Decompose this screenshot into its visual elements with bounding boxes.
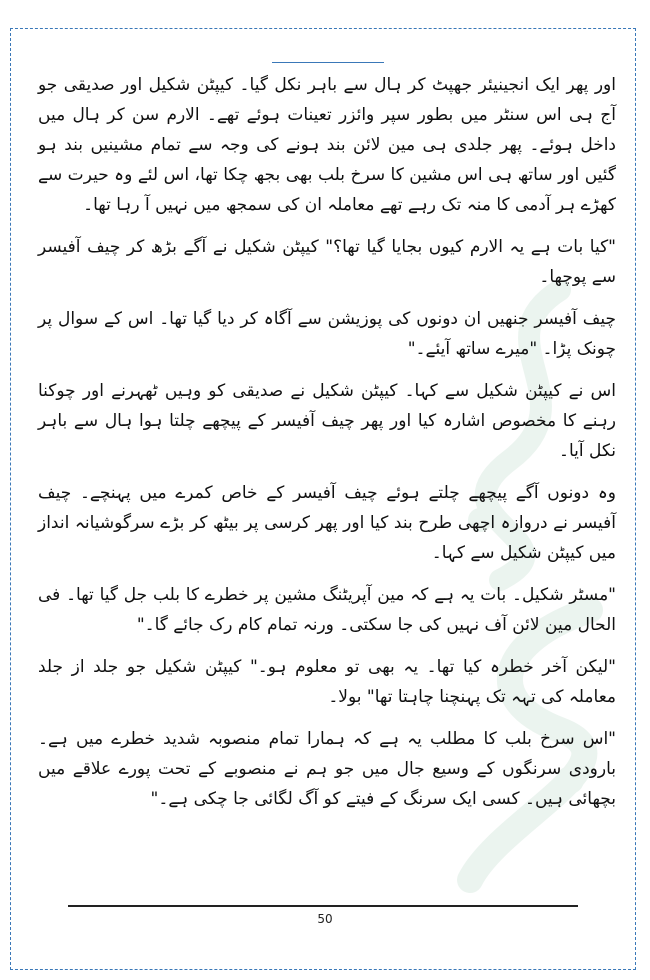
- paragraph: "مسٹر شکیل۔ بات یہ ہے کہ مین آپریٹنگ مشین پر خطرے کا بلب جل گیا تھا۔ فی الحال مین لائن آف نہیں کی جا سکتی۔ ورنہ تمام کام رک جائے گا۔": [38, 585, 616, 635]
- paragraph: اور پھر ایک انجینیئر جھپٹ کر ہال سے باہر نکل گیا۔ کیپٹن شکیل اور صدیقی جو آج ہی اس سنٹر میں بطور سپر وائزر تعینات ہوئے تھے۔ الارم سن کر ہال میں داخل ہوئے۔ پھر جلدی ہی مین لائن بند ہونے کی وجہ سے تمام مشینیں بند ہو گئیں اور ساتھ ہی اس مشین کا سرخ بلب بھی بجھ چکا تھا، اس لئے وہ حیرت سے کھڑے ہر آدمی کا منہ تک رہے تھے معاملہ ان کی سمجھ میں نہیں آ رہا تھا۔: [38, 75, 616, 215]
- paragraph: اس نے کیپٹن شکیل سے کہا۔ کیپٹن شکیل نے صدیقی کو وہیں ٹھہرنے اور چوکنا رہنے کا مخصوص اشارہ کیا اور پھر چیف آفیسر کے پیچھے چلتا ہوا ہال سے باہر نکل آیا۔: [38, 381, 616, 461]
- footer-rule: [68, 905, 578, 907]
- page-body: [38, 70, 616, 826]
- paragraph: "کیا بات ہے یہ الارم کیوں بجایا گیا تھا؟" کیپٹن شکیل نے آگے بڑھ کر چیف آفیسر سے پوچھا۔: [38, 237, 616, 287]
- paragraph: "لیکن آخر خطرہ کیا تھا۔ یہ بھی تو معلوم ہو۔" کیپٹن شکیل جو جلد از جلد معاملہ کی تہہ تک پہنچنا چاہتا تھا" بولا۔: [38, 657, 616, 707]
- paragraph: وہ دونوں آگے پیچھے چلتے ہوئے چیف آفیسر کے خاص کمرے میں پہنچے۔ چیف آفیسر نے دروازہ اچھی طرح بند کیا اور پھر کرسی پر بیٹھ کر بڑے سرگوشیانہ انداز میں کیپٹن شکیل سے کہا۔: [38, 483, 616, 563]
- paragraph: چیف آفیسر جنھیں ان دونوں کی پوزیشن سے آگاہ کر دیا گیا تھا۔ اس کے سوال پر چونک پڑا۔ "میرے ساتھ آیئے۔": [38, 309, 616, 359]
- paragraph: "اس سرخ بلب کا مطلب یہ ہے کہ ہمارا تمام منصوبہ شدید خطرے میں ہے۔ بارودی سرنگوں کے وسیع جال میں جو ہم نے منصوبے کے تحت پورے علاقے میں بچھائی ہیں۔ کسی ایک سرنگ کے فیتے کو آگ لگائی جا چکی ہے۔": [38, 729, 616, 809]
- page-number: 50: [317, 912, 333, 926]
- header-rule: [272, 62, 384, 63]
